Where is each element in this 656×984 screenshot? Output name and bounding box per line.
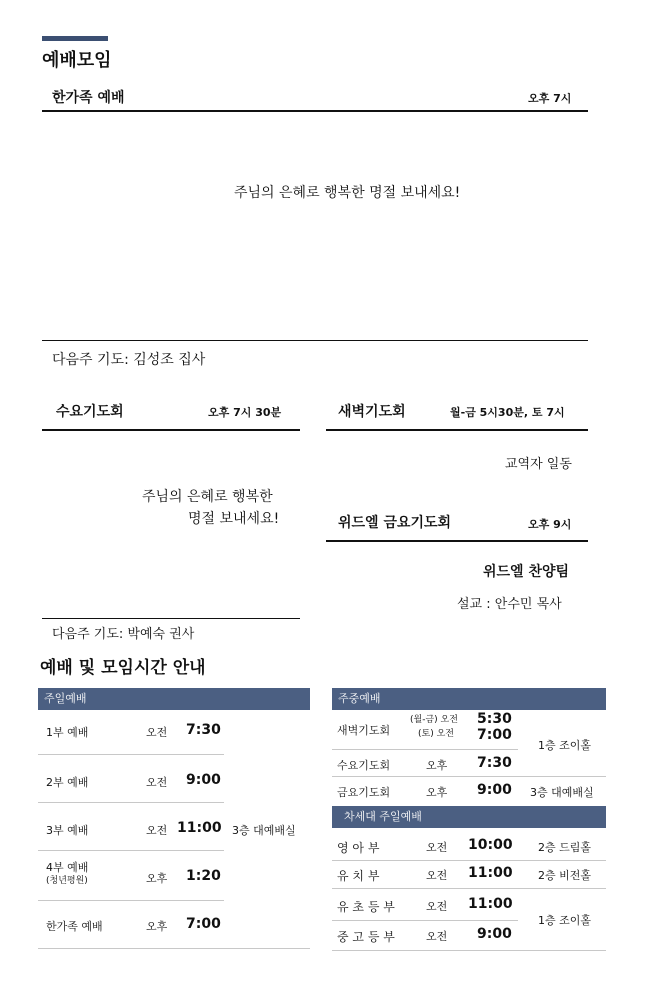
weekday-dawn-time-1: 5:30: [477, 711, 512, 727]
next-gen-shared-location: 1층 조이홀: [538, 914, 591, 927]
row-separator: [332, 749, 518, 750]
sunday-row-1-name: 1부 예배: [46, 726, 89, 739]
next-gen-row-2-ampm: 오전: [426, 869, 448, 882]
family-worship-title: 한가족 예배: [52, 90, 125, 106]
section-title: 예배모임: [42, 50, 112, 71]
row-separator: [332, 776, 606, 777]
divider: [326, 540, 588, 542]
sunday-row-4-name: 4부 예배: [46, 861, 89, 874]
friday-team: 위드엘 찬양팀: [483, 564, 570, 580]
sunday-row-2-ampm: 오전: [146, 776, 168, 789]
weekday-header: 주중예배: [332, 688, 606, 710]
row-separator: [38, 948, 310, 949]
wednesday-message-1: 주님의 은혜로 행복한: [142, 489, 273, 505]
next-gen-row-2-time: 11:00: [468, 865, 513, 881]
dawn-leader: 교역자 일동: [505, 457, 572, 472]
next-gen-row-4-ampm: 오전: [426, 930, 448, 943]
sunday-row-5-name: 한가족 예배: [46, 920, 103, 933]
family-worship-time: 오후 7시: [528, 92, 572, 105]
sunday-row-4-time: 1:20: [186, 868, 221, 884]
family-prayer: 다음주 기도: 김성조 집사: [52, 352, 206, 368]
title-accent-bar: [42, 36, 108, 41]
next-gen-row-1-location: 2층 드림홀: [538, 841, 591, 854]
weekday-fri-ampm: 오후: [426, 786, 448, 799]
wednesday-message-2: 명절 보내세요!: [188, 511, 280, 527]
weekday-fri-time: 9:00: [477, 782, 512, 798]
divider: [42, 110, 588, 112]
sunday-header: 주일예배: [38, 688, 310, 710]
family-message: 주님의 은혜로 행복한 명절 보내세요!: [234, 185, 461, 201]
friday-sermon: 설교 : 안수민 목사: [457, 597, 562, 612]
sunday-row-1-ampm: 오전: [146, 726, 168, 739]
next-gen-row-1-name: 영 아 부: [337, 841, 380, 855]
weekday-wed-time: 7:30: [477, 755, 512, 771]
divider: [42, 340, 588, 341]
weekday-fri-name: 금요기도회: [337, 786, 391, 799]
wednesday-prayer: 다음주 기도: 박예숙 권사: [52, 627, 195, 642]
next-gen-header: 차세대 주일예배: [332, 806, 606, 828]
next-gen-row-2-name: 유 치 부: [337, 869, 380, 883]
dawn-time: 월-금 5시30분, 토 7시: [450, 406, 565, 419]
weekday-wed-ampm: 오후: [426, 759, 448, 772]
row-separator: [332, 888, 606, 889]
row-separator: [332, 860, 606, 861]
divider: [42, 429, 300, 431]
row-separator: [38, 754, 224, 755]
sunday-row-4-sub: (청년평원): [46, 876, 88, 886]
schedule-title: 예배 및 모임시간 안내: [40, 658, 206, 678]
weekday-dawn-ampm-1: (월-금) 오전: [410, 715, 458, 725]
row-separator: [38, 900, 224, 901]
friday-title: 위드엘 금요기도회: [338, 515, 452, 531]
sunday-row-5-time: 7:00: [186, 916, 221, 932]
next-gen-row-3-name: 유 초 등 부: [337, 900, 395, 914]
wednesday-time: 오후 7시 30분: [208, 406, 282, 419]
row-separator: [332, 950, 606, 951]
weekday-dawn-name: 새벽기도회: [337, 724, 391, 737]
sunday-row-4-ampm: 오후: [146, 872, 168, 885]
next-gen-row-1-ampm: 오전: [426, 841, 448, 854]
divider: [42, 618, 300, 619]
next-gen-row-4-name: 중 고 등 부: [337, 930, 395, 944]
next-gen-row-2-location: 2층 비전홀: [538, 869, 591, 882]
next-gen-row-1-time: 10:00: [468, 837, 513, 853]
sunday-row-5-ampm: 오후: [146, 920, 168, 933]
sunday-row-3-time: 11:00: [177, 820, 222, 836]
sunday-location: 3층 대예배실: [232, 824, 296, 837]
sunday-row-3-ampm: 오전: [146, 824, 168, 837]
sunday-row-2-name: 2부 예배: [46, 776, 89, 789]
weekday-fri-location: 3층 대예배실: [530, 786, 594, 799]
friday-time: 오후 9시: [528, 518, 572, 531]
row-separator: [38, 802, 224, 803]
sunday-row-3-name: 3부 예배: [46, 824, 89, 837]
sunday-row-2-time: 9:00: [186, 772, 221, 788]
weekday-wed-name: 수요기도회: [337, 759, 391, 772]
weekday-dawn-location: 1층 조이홀: [538, 739, 591, 752]
weekday-dawn-time-2: 7:00: [477, 727, 512, 743]
weekday-dawn-ampm-2: (토) 오전: [418, 729, 454, 739]
sunday-row-1-time: 7:30: [186, 722, 221, 738]
next-gen-row-4-time: 9:00: [477, 926, 512, 942]
wednesday-title: 수요기도회: [56, 404, 124, 420]
next-gen-row-3-time: 11:00: [468, 896, 513, 912]
row-separator: [38, 850, 224, 851]
divider: [326, 429, 588, 431]
dawn-title: 새벽기도회: [338, 404, 406, 420]
next-gen-row-3-ampm: 오전: [426, 900, 448, 913]
row-separator: [332, 920, 518, 921]
